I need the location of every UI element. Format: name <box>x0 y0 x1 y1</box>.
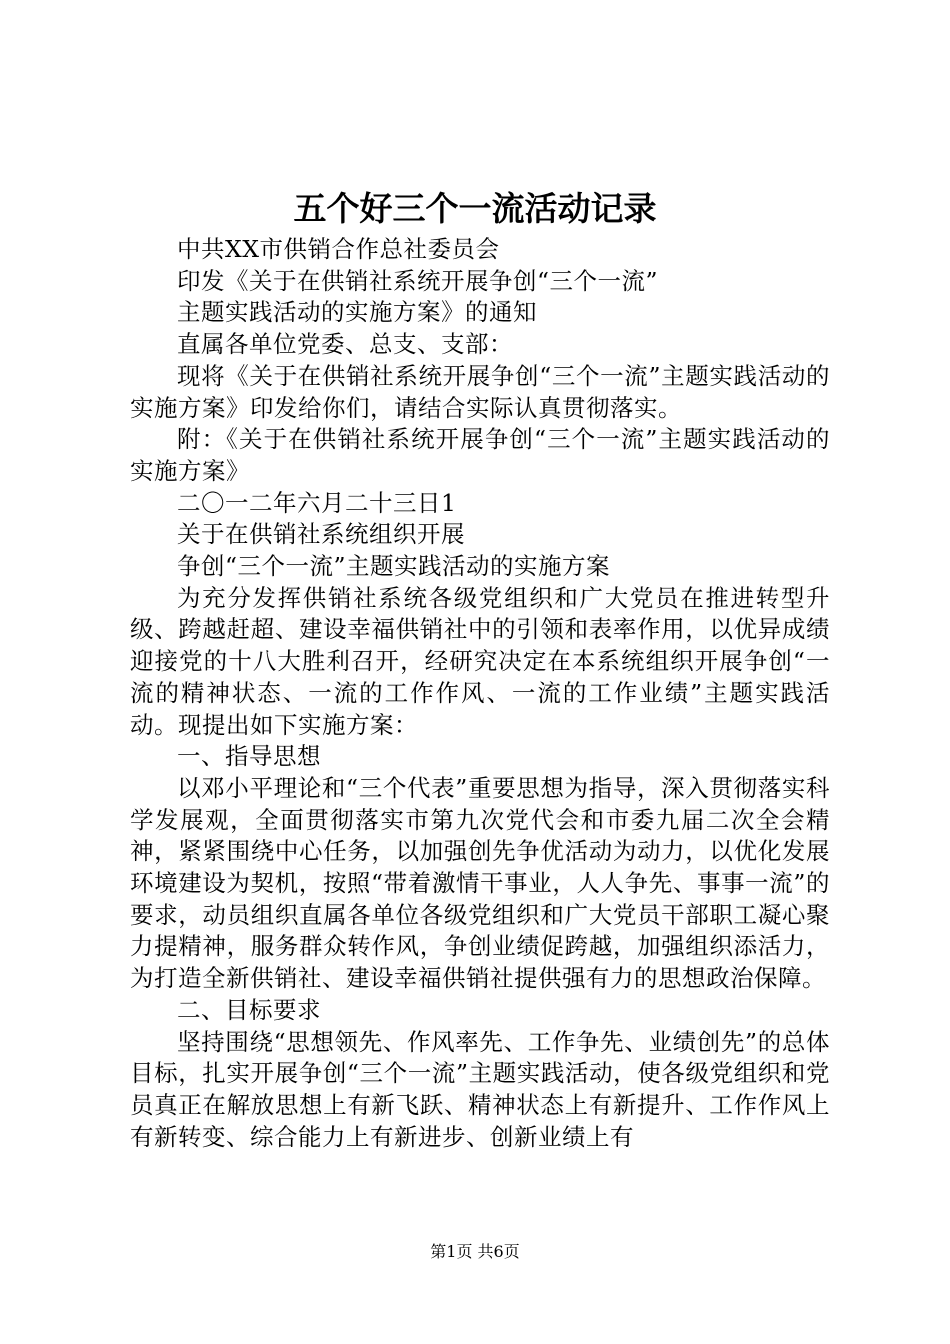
section-heading: 一、指导思想 <box>177 742 321 771</box>
document-body <box>130 234 830 1153</box>
paragraph: 印发《关于在供销社系统开展争创“三个一流” <box>177 266 659 295</box>
paragraph: 坚持围绕“思想领先、作风率先、工作争先、业绩创先”的总体目标，扎实开展争创“三个一流”主题实践活动，使各级党组织和党员真正在解放思想上有新飞跃、精神状态上有新提升、工作作风上有新转变、综合能力上有新进步、创新业绩上有 <box>130 1027 830 1151</box>
paragraph: 直属各单位党委、总支、支部： <box>177 330 513 359</box>
paragraph: 争创“三个一流”主题实践活动的实施方案 <box>177 552 611 581</box>
paragraph: 以邓小平理论和“三个代表”重要思想为指导，深入贯彻落实科学发展观，全面贯彻落实市第九次党代会和市委九届二次全会精神，紧紧围绕中心任务，以加强创先争优活动为动力，以优化发展环境建设为契机，按照“带着激情干事业，人人争先、事事一流”的要求，动员组织直属各单位各级党组织和广大党员干部职工凝心聚力提精神，服务群众转作风，争创业绩促跨越，加强组织添活力，为打造全新供销社、建设幸福供销社提供强有力的思想政治保障。 <box>130 773 830 993</box>
paragraph: 二〇一二年六月二十三日1 <box>177 488 457 517</box>
paragraph: 附：《关于在供销社系统开展争创“三个一流”主题实践活动的实施方案》 <box>130 425 830 485</box>
paragraph: 为充分发挥供销社系统各级党组织和广大党员在推进转型升级、跨越赶超、建设幸福供销社中的引领和表率作用，以优异成绩迎接党的十八大胜利召开，经研究决定在本系统组织开展争创“一流的精神状态、一流的工作作风、一流的工作业绩”主题实践活动。现提出如下实施方案： <box>130 583 830 739</box>
paragraph: 中共XX市供销合作总社委员会 <box>177 235 500 263</box>
section-heading: 二、目标要求 <box>177 995 321 1024</box>
paragraph: 关于在供销社系统组织开展 <box>177 520 465 549</box>
page-footer: 第1页 共6页 <box>430 1242 520 1261</box>
document-title: 五个好三个一流活动记录 <box>293 189 657 228</box>
paragraph: 现将《关于在供销社系统开展争创“三个一流”主题实践活动的实施方案》印发给你们，请结合实际认真贯彻落实。 <box>130 361 830 422</box>
paragraph: 主题实践活动的实施方案》的通知 <box>177 298 537 327</box>
